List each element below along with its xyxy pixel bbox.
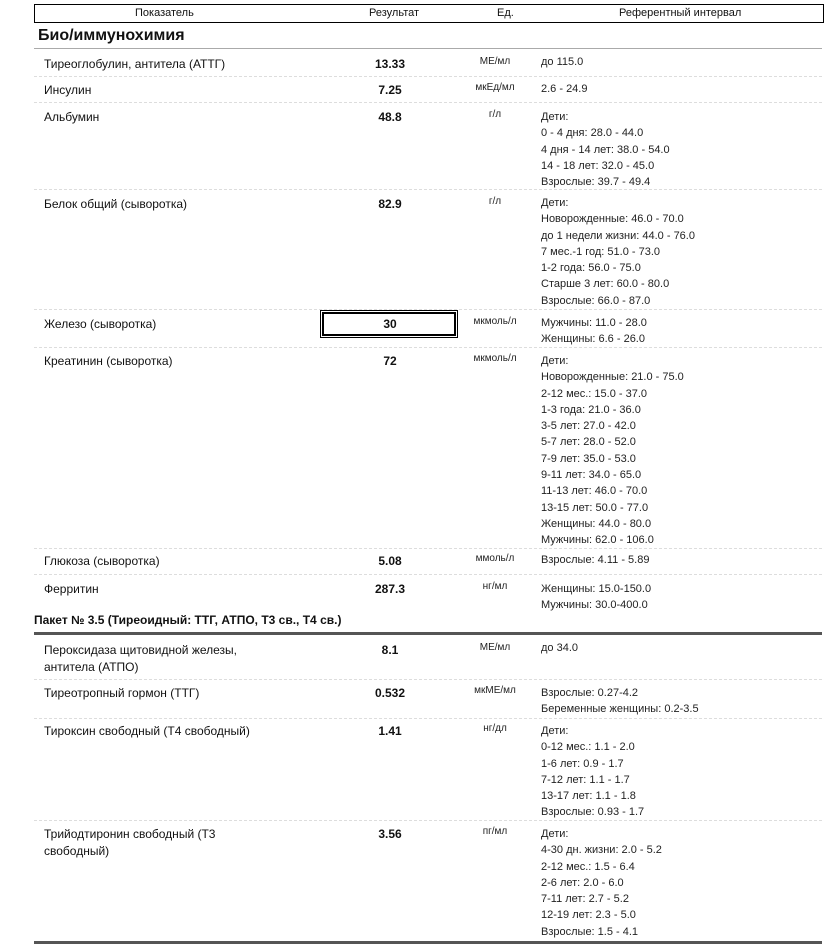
row-separator — [34, 309, 822, 310]
row-unit: мкмоль/л — [473, 316, 517, 327]
row-reference: до 34.0 — [541, 642, 579, 654]
row-unit: нг/дл — [483, 723, 507, 734]
row-value: 13.33 — [374, 57, 406, 71]
row-separator — [34, 189, 822, 190]
section-divider — [34, 632, 822, 635]
row-unit: г/л — [488, 196, 502, 207]
row-reference: до 115.0 — [541, 56, 584, 68]
row-name: Тироксин свободный (Т4 свободный) — [44, 724, 250, 738]
row-separator — [34, 102, 822, 103]
row-value: 1.41 — [378, 724, 402, 738]
row-name: Инсулин — [44, 83, 92, 97]
row-separator — [34, 548, 822, 549]
row-name: Трийодтиронин свободный (Т3 свободный) — [44, 827, 216, 858]
row-value: 287.3 — [374, 582, 406, 596]
row-reference: Взрослые: 4.11 - 5.89 — [541, 554, 650, 566]
row-value: 8.1 — [381, 643, 399, 657]
header-col-unit: Ед. — [497, 7, 514, 19]
section-title: Био/иммунохимия — [38, 27, 185, 44]
row-value: 82.9 — [378, 197, 402, 211]
row-unit: мкмоль/л — [473, 353, 517, 364]
row-reference: Дети: 4-30 дн. жизни: 2.0 - 5.2 2-12 мес.: 1.5 - 6.4 2-6 лет: 2.0 - 6.0 7-11 лет: 2.7 - 5.2 12-19 лет: 2.3 - 5.0 Взрослые: 1.5 - 4.1 — [541, 828, 662, 938]
bottom-divider — [34, 941, 822, 944]
row-name: Пероксидаза щитовидной железы, антитела (АТПО) — [44, 643, 237, 674]
row-name: Альбумин — [44, 110, 100, 124]
header-col-name: Показатель — [135, 7, 194, 19]
row-reference: Женщины: 15.0-150.0 Мужчины: 30.0-400.0 — [541, 583, 652, 612]
row-name: Глюкоза (сыворотка) — [44, 554, 160, 568]
row-value: 3.56 — [378, 827, 402, 841]
row-reference: Дети: 0 - 4 дня: 28.0 - 44.0 4 дня - 14 лет: 38.0 - 54.0 14 - 18 лет: 32.0 - 45.0 Взрослые: 39.7 - 49.4 — [541, 111, 670, 189]
row-name: Белок общий (сыворотка) — [44, 197, 188, 211]
row-unit: ммоль/л — [475, 553, 515, 564]
header-col-result: Результат — [369, 7, 420, 19]
row-value: 5.08 — [378, 554, 402, 568]
row-name: Тиреоглобулин, антитела (АТТГ) — [44, 57, 226, 71]
row-name: Ферритин — [44, 582, 99, 596]
row-value: 7.25 — [378, 83, 402, 97]
row-separator — [34, 76, 822, 77]
row-unit: пг/мл — [482, 826, 508, 837]
row-separator — [34, 718, 822, 719]
row-name: Тиреотропный гормон (ТТГ) — [44, 686, 200, 700]
row-separator — [34, 347, 822, 348]
row-unit: мкМЕ/мл — [474, 685, 516, 696]
row-reference: Дети: Новорожденные: 21.0 - 75.0 2-12 мес.: 15.0 - 37.0 1-3 года: 21.0 - 36.0 3-5 лет: 27.0 - 42.0 5-7 лет: 28.0 - 52.0 7-9 лет: 35.0 - 53.0 9-11 лет: 34.0 - 65.0 11-13 лет: 46.0 - 70.0 13-15 лет: 50.0 - 77.0 Женщины: 44.0 - 80.0 Мужчины: 62.0 - 106.0 — [541, 355, 684, 547]
row-unit: г/л — [488, 109, 502, 120]
row-reference: Дети: Новорожденные: 46.0 - 70.0 до 1 недели жизни: 44.0 - 76.0 7 мес.-1 год: 51.0 - 73.0 1-2 года: 56.0 - 75.0 Старше 3 лет: 60.0 - 80.0 Взрослые: 66.0 - 87.0 — [541, 197, 695, 307]
row-reference: Дети: 0-12 мес.: 1.1 - 2.0 1-6 лет: 0.9 - 1.7 7-12 лет: 1.1 - 1.7 13-17 лет: 1.1 - 1.8 Взрослые: 0.93 - 1.7 — [541, 725, 645, 819]
row-unit: МЕ/мл — [479, 642, 511, 653]
row-value: 48.8 — [378, 110, 402, 124]
row-reference: Взрослые: 0.27-4.2 Беременные женщины: 0.2-3.5 — [541, 687, 699, 716]
package-title: Пакет № 3.5 (Тиреоидный: ТТГ, АТПО, Т3 св., Т4 св.) — [34, 613, 342, 627]
row-name: Креатинин (сыворотка) — [44, 354, 173, 368]
divider — [34, 48, 822, 49]
row-reference: Мужчины: 11.0 - 28.0 Женщины: 6.6 - 26.0 — [541, 317, 647, 346]
header-col-ref: Референтный интервал — [619, 7, 742, 19]
row-reference: 2.6 - 24.9 — [541, 83, 588, 95]
row-value: 72 — [383, 354, 397, 368]
row-value: 0.532 — [374, 686, 406, 700]
row-name: Железо (сыворотка) — [44, 317, 157, 331]
row-unit: МЕ/мл — [479, 56, 511, 67]
row-value: 30 — [383, 317, 397, 331]
row-unit: мкЕд/мл — [475, 82, 515, 93]
row-separator — [34, 820, 822, 821]
row-unit: нг/мл — [482, 581, 508, 592]
table-header — [34, 4, 824, 23]
row-separator — [34, 679, 822, 680]
row-separator — [34, 574, 822, 575]
